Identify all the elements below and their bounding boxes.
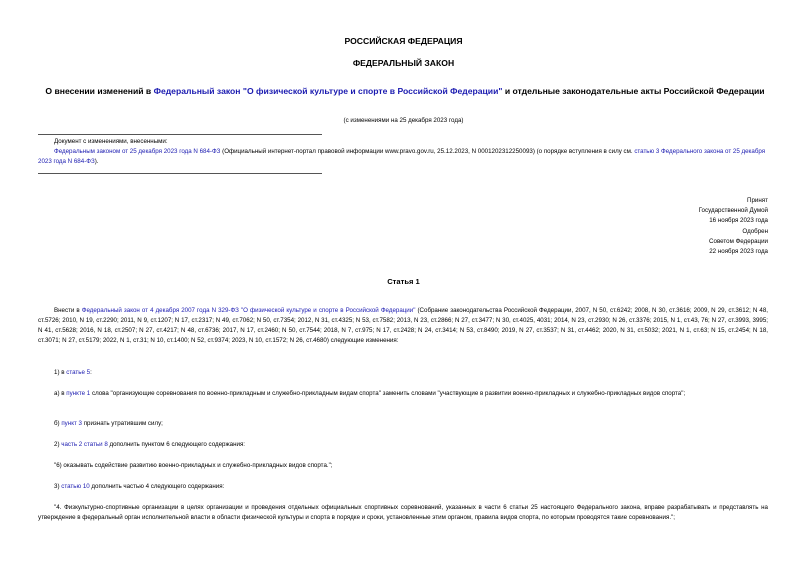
item-2: 2) часть 2 статьи 8 дополнить пунктом 6 следующего содержания: [54, 441, 246, 448]
quote-part-4: "4. Физкультурно-спортивные организации в целях организации и проведения отдельных официальных спортивных соревнований, указанных в части 6 статьи 25 настоящего Федерального закона, вправе разрабатывать и представлять на утверждение в федеральный орган исполнительной власти в области физической культуры и спорта в порядке и сроки, установленные этим органом, правила видов спорта, по которым проводятся такие соревнования."; [38, 504, 768, 522]
article-intro-paragraph: Внести в Федеральный закон от 4 декабря 2007 года N 329-ФЗ "О физической культуре и спорте в Российской Федерации" (Собрание законодательства Российской Федерации, 2007, N 50, ст.6242; 2008, N 30, ст.3616; 2009, N 29, ст.3612; N 48, ст.5726; 2010, N 19, ст.2290; 2011, N 9, ст.1207; N 17, ст.2317; N 49, ст.7062; N 50, ст.7354; 2012, N 31, ст.4325; N 53, ст.7582; 2013, N 23, ст.2866; N 27, ст.3477; N 30, ст.4025, 4031; 2014, N 23, ст.2930; N 26, ст.3376; 2015, N 1, ст.43, 76; N 27, ст.3993, 3995; N 41, ст.5628; 2016, N 18, ст.2507; N 27, ст.4217; N 48, ст.6736; 2017, N 17, ст.2460; N 50, ст.7544; 2018, N 7, ст.975; N 17, ст.2428; N 24, ст.3414; N 53, ст.8490; 2019, N 27, ст.3537; N 31, ст.4462; 2020, N 31, ст.5032; 2021, N 1, ст.63; N 15, ст.2454; N 18, ст.3071; N 27, ст.5179; 2022, N 1, ст.31; N 10, ст.1400; N 52, ст.9374; 2023, N 10, ст.1572; N 26, ст.4680) следующие изменения: [38, 307, 768, 345]
article-8-part-2-link[interactable]: часть 2 статьи 8 [61, 441, 108, 448]
bottom-divider [38, 173, 322, 174]
point-3-link[interactable]: пункт 3 [61, 420, 82, 427]
amending-law-link[interactable]: Федеральным законом от 25 декабря 2023 года N 684-ФЗ [54, 148, 221, 155]
changes-text: Федеральным законом от 25 декабря 2023 года N 684-ФЗ (Официальный интернет-портал правовой информации www.pravo.gov.ru, 25.12.2023, N 0001202312250093) (о порядке вступления в силу см. статью 3 Федерального закона от 25 декабря 2023 года N 684-ФЗ). [38, 148, 766, 165]
item-1: 1) в статье 5: [54, 369, 92, 376]
entry-into-force-link[interactable]: статью 3 Федерального закона от 25 декабря 2023 года N 684-ФЗ [38, 148, 766, 165]
changes-intro: Документ с изменениями, внесенными: [54, 138, 168, 145]
changes-box [38, 134, 772, 174]
quote-point-6: "6) оказывать содействие развитию военно-прикладных и служебно-прикладных видов спорта."; [54, 462, 333, 469]
document-title [40, 86, 770, 97]
adoption-block: Принят Государственной Думой 16 ноября 2023 года Одобрен Советом Федерации 22 ноября 2023 года [698, 197, 768, 256]
article-5-link[interactable]: статье 5 [66, 369, 91, 376]
title-prefix: О внесении изменений в [45, 86, 154, 96]
edition-note: (с изменениями на 25 декабря 2023 года) [343, 117, 464, 124]
item-3: 3) статью 10 дополнить частью 4 следующего содержания: [54, 483, 225, 490]
base-law-link[interactable]: Федеральный закон от 4 декабря 2007 года N 329-ФЗ "О физической культуре и спорте в Российской Федерации" [81, 307, 416, 314]
article-10-link[interactable]: статью 10 [61, 483, 90, 490]
law-type-heading: ФЕДЕРАЛЬНЫЙ ЗАКОН [352, 58, 455, 68]
title-law-link[interactable]: Федеральный закон "О физической культуре и спорте в Российской Федерации" [153, 86, 503, 96]
title-suffix: и отдельные законодательные акты Российской Федерации [502, 86, 765, 96]
item-1b: б) пункт 3 признать утратившим силу; [54, 420, 163, 427]
point-1-link[interactable]: пункте 1 [66, 390, 91, 397]
item-1a: а) в пункте 1 слова "организующие соревнования по военно-прикладным и служебно-прикладным видам спорта" заменить словами "участвующие в развитии военно-прикладных и служебно-прикладных видов спорта"; [54, 390, 686, 397]
article-heading: Статья 1 [387, 277, 420, 286]
country-heading: РОССИЙСКАЯ ФЕДЕРАЦИЯ [344, 36, 463, 46]
